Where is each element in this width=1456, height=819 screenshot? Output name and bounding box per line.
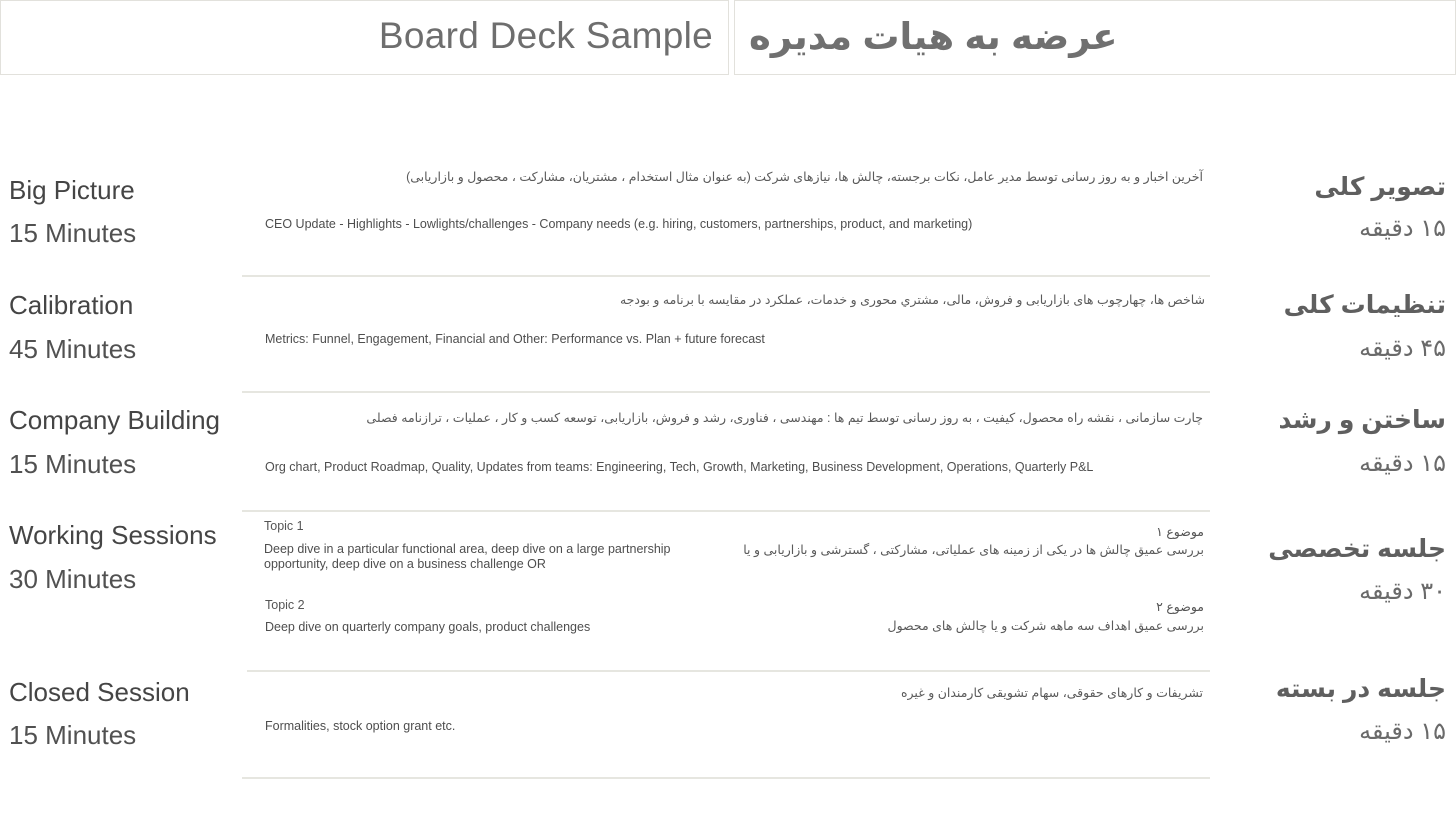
section-title-en-closed-session: Closed Session bbox=[9, 677, 190, 707]
topic-text-en-1: Deep dive in a particular functional area, deep dive on a large partnership opportunity, deep dive on a business challenge OR bbox=[264, 542, 671, 571]
topic-label-en-1: Topic 1 bbox=[264, 519, 304, 533]
topic-label-fa-1: موضوع ۱ bbox=[1156, 525, 1204, 539]
header-title-box-en bbox=[0, 0, 729, 75]
section-duration-en-working-sessions: 30 Minutes bbox=[9, 564, 137, 594]
section-divider bbox=[242, 777, 1210, 779]
topic-text-fa-1: بررسی عمیق چالش ها در یکی از زمینه های عملیاتی، مشارکتی ، گسترشی و بازاریابی و یا bbox=[743, 543, 1204, 557]
section-desc-fa-big-picture: آخرین اخبار و به روز رسانی توسط مدیر عامل، نکات برجسته، چالش ها، نیازهای شرکت (به عنوان مثال استخدام ، مشتریان، مشارکت ، محصول و بازاریابی) bbox=[406, 170, 1203, 184]
topic-text-fa-2: بررسی عمیق اهداف سه ماهه شرکت و یا چالش های محصول bbox=[887, 619, 1204, 633]
section-duration-fa-calibration: ۴۵ دقیقه bbox=[1359, 335, 1446, 362]
section-desc-fa-calibration: شاخص ها، چهارچوب های بازاریابی و فروش، مالی، مشتري محوری و خدمات، عملکرد در مقایسه با برنامه و بودجه bbox=[619, 293, 1205, 307]
section-desc-en-company-building: Org chart, Product Roadmap, Quality, Updates from teams: Engineering, Tech, Growth, Marketing, Business Development, Operations, Quarterly P&L bbox=[265, 460, 1094, 474]
section-title-en-working-sessions: Working Sessions bbox=[9, 520, 217, 550]
section-desc-fa-company-building: چارت سازمانی ، نقشه راه محصول، کیفیت ، به روز رسانی توسط تیم ها : مهندسی ، فناوری، رشد و فروش، بازاریابی، توسعه کسب و کار ، عملیات ، ترازنامه فصلی bbox=[366, 411, 1203, 425]
section-duration-fa-working-sessions: ۳۰ دقیقه bbox=[1359, 578, 1446, 605]
section-desc-fa-closed-session: تشریفات و کارهای حقوقی، سهام تشویقی کارمندان و غیره bbox=[900, 686, 1203, 700]
section-divider bbox=[242, 275, 1210, 277]
section-duration-fa-big-picture: ۱۵ دقیقه bbox=[1359, 215, 1446, 242]
section-desc-en-closed-session: Formalities, stock option grant etc. bbox=[265, 719, 456, 733]
section-title-en-calibration: Calibration bbox=[9, 290, 134, 320]
section-title-en-big-picture: Big Picture bbox=[9, 175, 135, 205]
section-desc-en-calibration: Metrics: Funnel, Engagement, Financial and Other: Performance vs. Plan + future forecast bbox=[265, 332, 765, 346]
section-duration-fa-company-building: ۱۵ دقیقه bbox=[1359, 450, 1446, 477]
section-title-fa-big-picture: تصویر کلی bbox=[1314, 173, 1446, 201]
section-duration-en-big-picture: 15 Minutes bbox=[9, 218, 137, 248]
topic-label-en-2: Topic 2 bbox=[265, 598, 305, 612]
section-divider bbox=[242, 510, 1210, 512]
section-duration-en-company-building: 15 Minutes bbox=[9, 449, 137, 479]
page-title-fa: عرضه به هیات مدیره bbox=[749, 16, 1118, 57]
section-divider bbox=[247, 670, 1210, 672]
topic-text-en-2: Deep dive on quarterly company goals, product challenges bbox=[265, 620, 591, 634]
section-title-fa-working-sessions: جلسه تخصصی bbox=[1268, 535, 1446, 563]
section-desc-en-big-picture: CEO Update - Highlights - Lowlights/challenges - Company needs (e.g. hiring, customers, partnerships, product, and marketing) bbox=[265, 217, 973, 231]
topic-label-fa-2: موضوع ۲ bbox=[1156, 600, 1204, 614]
section-title-fa-company-building: ساختن و رشد bbox=[1278, 406, 1446, 434]
header-title-box-fa bbox=[734, 0, 1456, 75]
section-divider bbox=[242, 391, 1210, 393]
section-title-fa-closed-session: جلسه در بسته bbox=[1275, 675, 1446, 703]
section-duration-fa-closed-session: ۱۵ دقیقه bbox=[1359, 718, 1446, 745]
section-title-fa-calibration: تنظیمات کلی bbox=[1283, 291, 1446, 319]
page-title-en: Board Deck Sample bbox=[378, 15, 713, 56]
section-duration-en-closed-session: 15 Minutes bbox=[9, 720, 137, 750]
section-title-en-company-building: Company Building bbox=[9, 405, 221, 435]
section-duration-en-calibration: 45 Minutes bbox=[9, 334, 137, 364]
